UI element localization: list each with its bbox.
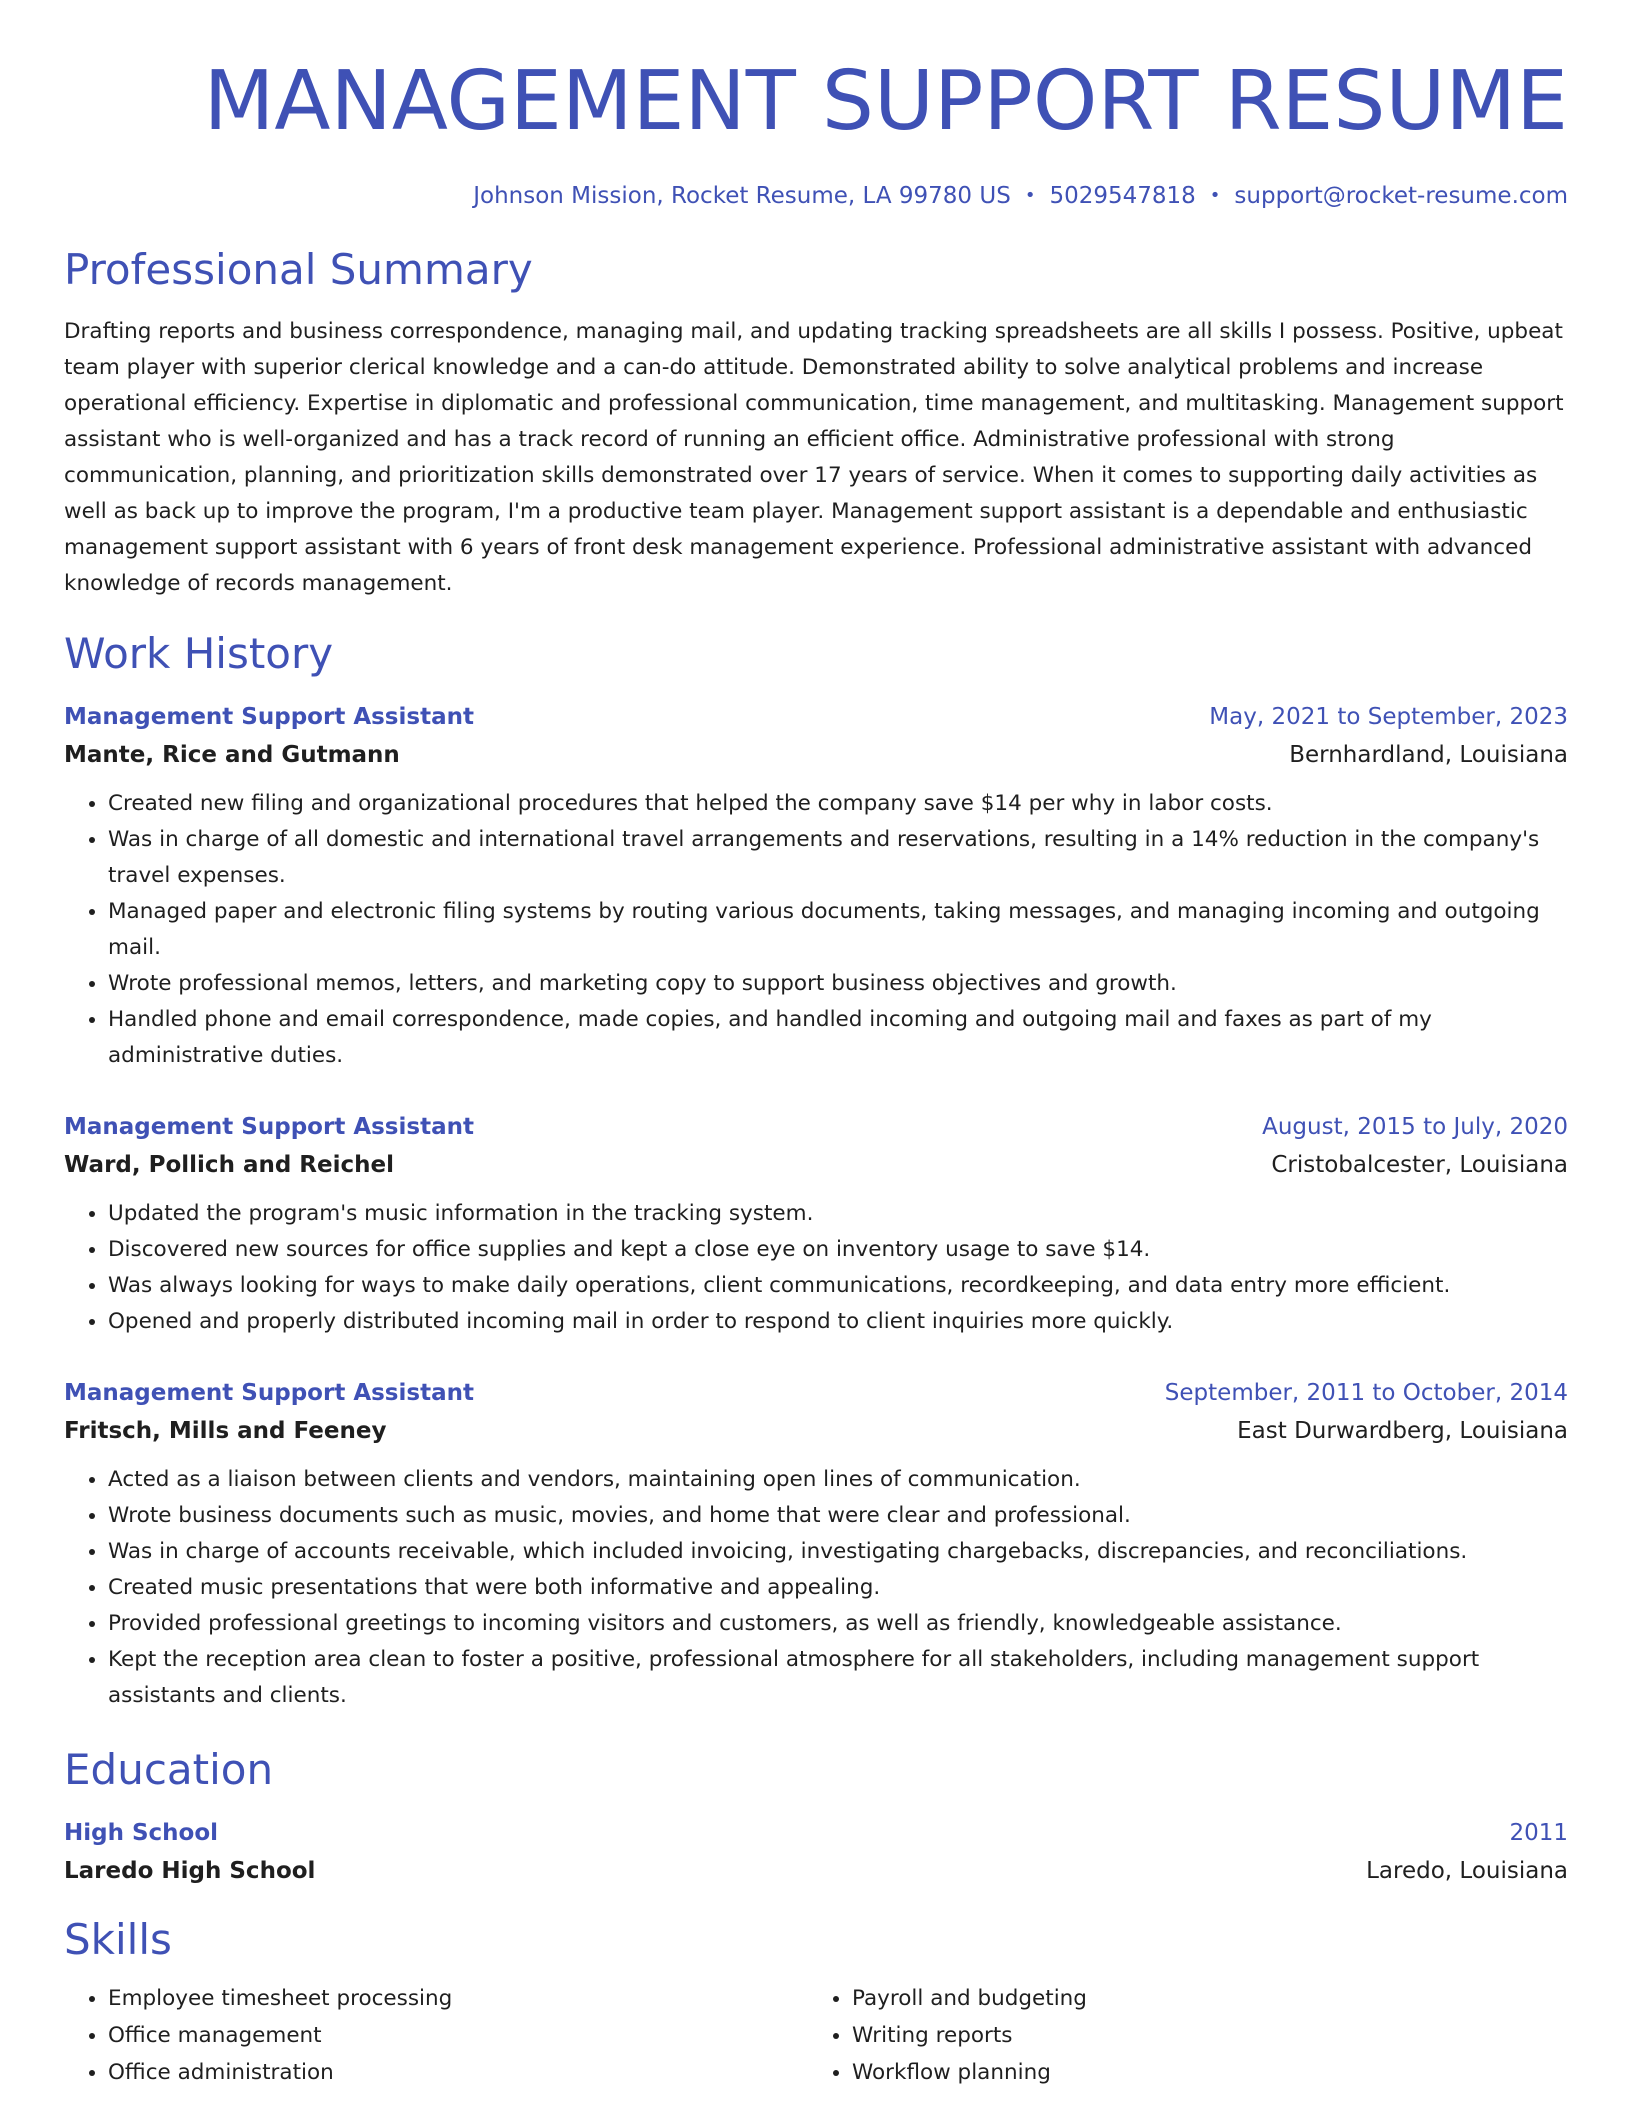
summary-text: Drafting reports and business correspondence, managing mail, and updating tracking spreadsheets are all skills I possess. Positive, upbeat team player with superior clerical knowledge and a can-do attitude. Demonstrated ability to solve analytical problems and increase operational efficiency. Expertise in diplomatic and professional communication, time management, and multitasking. Management support assistant who is well-organized and has a track record of running an efficient office. Administrative professional with strong communication, planning, and prioritization skills demonstrated over 17 years of service. When it comes to supporting daily activities as well as back up to improve the program, I'm a productive team player. Management support assistant is a dependable and enthusiastic management support assistant with 6 years of front desk management experience. Professional administrative assistant with advanced knowledge of records management.	[64, 319, 1564, 596]
job-bullet: • Was in charge of all domestic and international travel arrangements and reservations, resulting in a 14% reduction in the company's travel expenses.	[108, 822, 1568, 894]
skill-item: • Employee timesheet processing	[108, 1980, 808, 2017]
job-location: East Durwardberg, Louisiana	[1237, 1418, 1568, 1444]
education-school: Laredo High School	[64, 1858, 316, 1884]
job-bullet: • Opened and properly distributed incoming mail in order to respond to client inquiries more quickly.	[108, 1304, 1568, 1340]
skills-list-left	[64, 1980, 808, 2091]
resume-title: MANAGEMENT SUPPORT RESUME	[203, 54, 1568, 149]
skills-list-right	[808, 1980, 1568, 2091]
skills-heading: Skills	[64, 1915, 172, 1964]
job-bullet: • Created new filing and organizational procedures that helped the company save $14 per why in labor costs.	[108, 786, 1568, 822]
job-title: Management Support Assistant	[64, 704, 474, 730]
job-bullet: • Was in charge of accounts receivable, which included invoicing, investigating chargebacks, discrepancies, and reconciliations.	[108, 1534, 1568, 1570]
job-bullet: • Handled phone and email correspondence, made copies, and handled incoming and outgoing mail and faxes as part of my administrative duties.	[108, 1002, 1568, 1074]
job-employer: Mante, Rice and Gutmann	[64, 742, 400, 768]
contact-separator: •	[1024, 185, 1036, 206]
job-employer: Ward, Pollich and Reichel	[64, 1152, 394, 1178]
education-degree: High School	[64, 1820, 219, 1846]
job-dates: September, 2011 to October, 2014	[1164, 1380, 1568, 1406]
job-bullet: • Updated the program's music information in the tracking system.	[108, 1196, 1568, 1232]
job-header	[64, 698, 1568, 736]
job-bullet: • Acted as a liaison between clients and vendors, maintaining open lines of communication.	[108, 1462, 1568, 1498]
education-year: 2011	[1509, 1820, 1568, 1846]
job-bullet: • Provided professional greetings to incoming visitors and customers, as well as friendly, knowledgeable assistance.	[108, 1606, 1568, 1642]
job-employer-row	[64, 1412, 1568, 1450]
contact-separator: •	[1209, 185, 1221, 206]
job-employer-row	[64, 736, 1568, 774]
job-bullet: • Discovered new sources for office supplies and kept a close eye on inventory usage to save $14.	[108, 1232, 1568, 1268]
contact-email: support@rocket-resume.com	[1234, 183, 1568, 209]
skill-item: • Writing reports	[852, 2017, 1568, 2054]
job-bullet: • Managed paper and electronic filing systems by routing various documents, taking messages, and managing incoming and outgoing mail.	[108, 894, 1568, 966]
job-dates: August, 2015 to July, 2020	[1262, 1114, 1568, 1140]
job-bullet: • Wrote business documents such as music, movies, and home that were clear and professional.	[108, 1498, 1568, 1534]
job-bullet: • Wrote professional memos, letters, and marketing copy to support business objectives and growth.	[108, 966, 1568, 1002]
contact-address: Johnson Mission, Rocket Resume, LA 99780 US	[473, 183, 1011, 209]
job-entry	[64, 1374, 1568, 1714]
job-employer: Fritsch, Mills and Feeney	[64, 1418, 387, 1444]
job-title: Management Support Assistant	[64, 1380, 474, 1406]
job-header	[64, 1108, 1568, 1146]
work-history-heading: Work History	[64, 629, 334, 678]
skills-columns	[64, 1980, 1568, 2091]
job-bullet: • Created music presentations that were both informative and appealing.	[108, 1570, 1568, 1606]
job-employer-row	[64, 1146, 1568, 1184]
job-bullet: • Kept the reception area clean to foster a positive, professional atmosphere for all stakeholders, including management support assistants and clients.	[108, 1642, 1568, 1714]
summary-heading: Professional Summary	[64, 245, 533, 294]
resume-page	[64, 0, 1568, 2091]
job-bullet: • Was always looking for ways to make daily operations, client communications, recordkeeping, and data entry more efficient.	[108, 1268, 1568, 1304]
job-title: Management Support Assistant	[64, 1114, 474, 1140]
job-bullets	[64, 1196, 1568, 1340]
education-header	[64, 1814, 1568, 1852]
job-dates: May, 2021 to September, 2023	[1209, 704, 1568, 730]
job-entry	[64, 698, 1568, 1074]
skill-item: • Workflow planning	[852, 2054, 1568, 2091]
job-bullets	[64, 786, 1568, 1074]
job-entry	[64, 1108, 1568, 1340]
education-location: Laredo, Louisiana	[1366, 1858, 1568, 1884]
education-school-row	[64, 1852, 1568, 1890]
job-location: Bernhardland, Louisiana	[1289, 742, 1568, 768]
education-heading: Education	[64, 1745, 274, 1794]
job-bullets	[64, 1462, 1568, 1714]
job-header	[64, 1374, 1568, 1412]
skill-item: • Office management	[108, 2017, 808, 2054]
skill-item: • Payroll and budgeting	[852, 1980, 1568, 2017]
job-location: Cristobalcester, Louisiana	[1271, 1152, 1568, 1178]
contact-phone: 5029547818	[1049, 183, 1196, 209]
contact-line	[64, 180, 1568, 212]
skill-item: • Office administration	[108, 2054, 808, 2091]
